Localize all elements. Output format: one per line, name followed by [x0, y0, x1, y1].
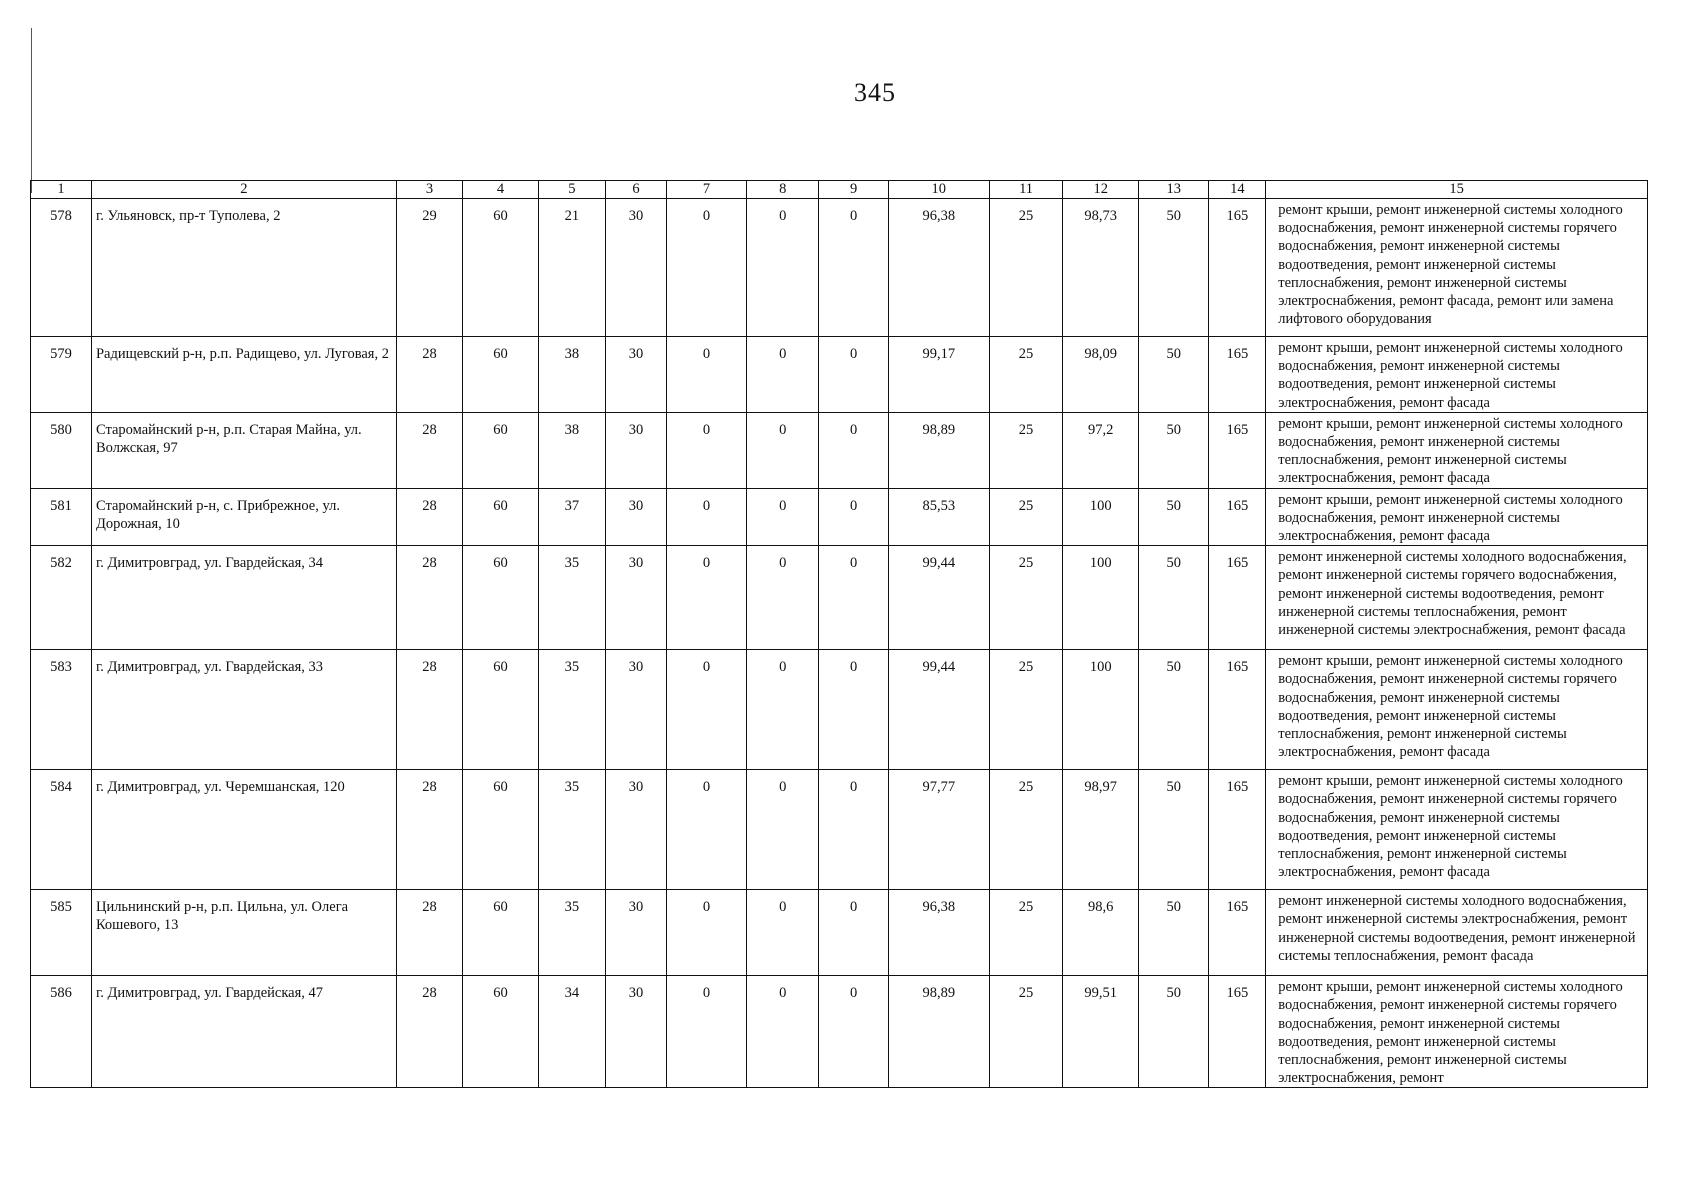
- cell-col-3: 28: [396, 546, 462, 650]
- cell-col-7: 0: [667, 546, 747, 650]
- cell-col-9: 0: [819, 976, 888, 1088]
- cell-col-11: 25: [989, 546, 1063, 650]
- cell-col-10: 99,44: [888, 650, 989, 770]
- cell-col-7: 0: [667, 650, 747, 770]
- cell-col-11: 25: [989, 976, 1063, 1088]
- cell-col-7: 0: [667, 337, 747, 413]
- cell-col-8: 0: [746, 650, 819, 770]
- row-number: 578: [31, 199, 92, 337]
- cell-col-9: 0: [819, 412, 888, 488]
- row-number: 586: [31, 976, 92, 1088]
- cell-col-7: 0: [667, 770, 747, 890]
- works-list-cell: ремонт крыши, ремонт инженерной системы холодного водоснабжения, ремонт инженерной системы горячего водоснабжения, ремонт инженерной системы водоотведения, ремонт инженерной системы теплоснабжения, ремонт инженерной системы электроснабжения, ремонт фасада: [1266, 650, 1648, 770]
- cell-col-8: 0: [746, 199, 819, 337]
- cell-col-13: 50: [1139, 488, 1209, 546]
- cell-col-14: 165: [1209, 546, 1266, 650]
- row-number: 579: [31, 337, 92, 413]
- cell-col-12: 100: [1063, 546, 1139, 650]
- cell-col-3: 28: [396, 770, 462, 890]
- cell-col-8: 0: [746, 412, 819, 488]
- cell-col-5: 21: [538, 199, 605, 337]
- works-list-cell: ремонт инженерной системы холодного водоснабжения, ремонт инженерной системы электроснабжения, ремонт инженерной системы водоотведения, ремонт инженерной системы теплоснабжения, ремонт фасада: [1266, 890, 1648, 976]
- cell-col-7: 0: [667, 890, 747, 976]
- cell-col-3: 28: [396, 488, 462, 546]
- table-row: [31, 770, 1648, 890]
- cell-col-12: 98,09: [1063, 337, 1139, 413]
- cell-col-3: 29: [396, 199, 462, 337]
- row-number: 583: [31, 650, 92, 770]
- table-row: [31, 976, 1648, 1088]
- cell-col-11: 25: [989, 412, 1063, 488]
- address-cell: г. Ульяновск, пр-т Туполева, 2: [91, 199, 396, 337]
- column-header-6: 6: [606, 181, 667, 199]
- table-row: [31, 650, 1648, 770]
- address-cell: Цильнинский р-н, р.п. Цильна, ул. Олега Кошевого, 13: [91, 890, 396, 976]
- works-list-cell: ремонт крыши, ремонт инженерной системы холодного водоснабжения, ремонт инженерной системы горячего водоснабжения, ремонт инженерной системы водоотведения, ремонт инженерной системы теплоснабжения, ремонт инженерной системы электроснабжения, ремонт фасада: [1266, 770, 1648, 890]
- cell-col-3: 28: [396, 337, 462, 413]
- column-header-2: 2: [91, 181, 396, 199]
- margin-rule: [31, 28, 32, 193]
- column-header-5: 5: [538, 181, 605, 199]
- cell-col-14: 165: [1209, 770, 1266, 890]
- cell-col-13: 50: [1139, 337, 1209, 413]
- cell-col-5: 38: [538, 337, 605, 413]
- column-header-8: 8: [746, 181, 819, 199]
- works-list-cell: ремонт крыши, ремонт инженерной системы холодного водоснабжения, ремонт инженерной системы горячего водоснабжения, ремонт инженерной системы водоотведения, ремонт инженерной системы теплоснабжения, ремонт инженерной системы электроснабжения, ремонт: [1266, 976, 1648, 1088]
- cell-col-14: 165: [1209, 199, 1266, 337]
- register-table: [30, 180, 1648, 1088]
- cell-col-14: 165: [1209, 488, 1266, 546]
- cell-col-10: 96,38: [888, 199, 989, 337]
- cell-col-5: 37: [538, 488, 605, 546]
- works-list-cell: ремонт крыши, ремонт инженерной системы холодного водоснабжения, ремонт инженерной системы водоотведения, ремонт инженерной системы электроснабжения, ремонт фасада: [1266, 337, 1648, 413]
- cell-col-12: 98,97: [1063, 770, 1139, 890]
- cell-col-7: 0: [667, 976, 747, 1088]
- cell-col-11: 25: [989, 770, 1063, 890]
- cell-col-6: 30: [606, 199, 667, 337]
- cell-col-14: 165: [1209, 650, 1266, 770]
- cell-col-3: 28: [396, 976, 462, 1088]
- column-header-11: 11: [989, 181, 1063, 199]
- page-number: 345: [854, 78, 896, 107]
- address-cell: г. Димитровград, ул. Гвардейская, 33: [91, 650, 396, 770]
- table-row: [31, 890, 1648, 976]
- cell-col-8: 0: [746, 976, 819, 1088]
- cell-col-4: 60: [463, 412, 539, 488]
- cell-col-11: 25: [989, 337, 1063, 413]
- cell-col-12: 99,51: [1063, 976, 1139, 1088]
- column-header-4: 4: [463, 181, 539, 199]
- cell-col-3: 28: [396, 412, 462, 488]
- table-row: [31, 412, 1648, 488]
- cell-col-12: 97,2: [1063, 412, 1139, 488]
- cell-col-14: 165: [1209, 976, 1266, 1088]
- cell-col-4: 60: [463, 770, 539, 890]
- cell-col-9: 0: [819, 546, 888, 650]
- cell-col-4: 60: [463, 546, 539, 650]
- cell-col-10: 99,44: [888, 546, 989, 650]
- cell-col-8: 0: [746, 337, 819, 413]
- cell-col-4: 60: [463, 890, 539, 976]
- cell-col-7: 0: [667, 412, 747, 488]
- cell-col-10: 85,53: [888, 488, 989, 546]
- cell-col-5: 35: [538, 890, 605, 976]
- cell-col-4: 60: [463, 650, 539, 770]
- cell-col-5: 35: [538, 770, 605, 890]
- works-list-cell: ремонт крыши, ремонт инженерной системы холодного водоснабжения, ремонт инженерной системы горячего водоснабжения, ремонт инженерной системы водоотведения, ремонт инженерной системы теплоснабжения, ремонт инженерной системы электроснабжения, ремонт фасада, ремонт или замена лифтового оборудования: [1266, 199, 1648, 337]
- works-list-cell: ремонт крыши, ремонт инженерной системы холодного водоснабжения, ремонт инженерной системы теплоснабжения, ремонт инженерной системы электроснабжения, ремонт фасада: [1266, 412, 1648, 488]
- row-number: 584: [31, 770, 92, 890]
- cell-col-12: 100: [1063, 488, 1139, 546]
- address-cell: г. Димитровград, ул. Черемшанская, 120: [91, 770, 396, 890]
- works-list-cell: ремонт инженерной системы холодного водоснабжения, ремонт инженерной системы горячего водоснабжения, ремонт инженерной системы водоотведения, ремонт инженерной системы теплоснабжения, ремонт инженерной системы электроснабжения, ремонт фасада: [1266, 546, 1648, 650]
- cell-col-12: 98,6: [1063, 890, 1139, 976]
- cell-col-13: 50: [1139, 890, 1209, 976]
- cell-col-13: 50: [1139, 199, 1209, 337]
- cell-col-9: 0: [819, 488, 888, 546]
- cell-col-6: 30: [606, 650, 667, 770]
- cell-col-8: 0: [746, 890, 819, 976]
- cell-col-9: 0: [819, 650, 888, 770]
- cell-col-10: 96,38: [888, 890, 989, 976]
- cell-col-11: 25: [989, 890, 1063, 976]
- cell-col-13: 50: [1139, 770, 1209, 890]
- cell-col-11: 25: [989, 488, 1063, 546]
- table-row: [31, 488, 1648, 546]
- cell-col-7: 0: [667, 199, 747, 337]
- table-row: [31, 199, 1648, 337]
- cell-col-4: 60: [463, 199, 539, 337]
- table-row: [31, 546, 1648, 650]
- column-header-15: 15: [1266, 181, 1648, 199]
- cell-col-11: 25: [989, 199, 1063, 337]
- cell-col-4: 60: [463, 488, 539, 546]
- column-header-10: 10: [888, 181, 989, 199]
- row-number: 581: [31, 488, 92, 546]
- cell-col-10: 99,17: [888, 337, 989, 413]
- column-header-14: 14: [1209, 181, 1266, 199]
- cell-col-5: 34: [538, 976, 605, 1088]
- address-cell: Старомайнский р-н, с. Прибрежное, ул. Дорожная, 10: [91, 488, 396, 546]
- cell-col-4: 60: [463, 976, 539, 1088]
- cell-col-13: 50: [1139, 412, 1209, 488]
- cell-col-6: 30: [606, 412, 667, 488]
- cell-col-13: 50: [1139, 650, 1209, 770]
- cell-col-14: 165: [1209, 890, 1266, 976]
- column-header-3: 3: [396, 181, 462, 199]
- works-list-cell: ремонт крыши, ремонт инженерной системы холодного водоснабжения, ремонт инженерной системы электроснабжения, ремонт фасада: [1266, 488, 1648, 546]
- column-header-7: 7: [667, 181, 747, 199]
- cell-col-14: 165: [1209, 412, 1266, 488]
- cell-col-10: 98,89: [888, 976, 989, 1088]
- row-number: 585: [31, 890, 92, 976]
- cell-col-8: 0: [746, 770, 819, 890]
- cell-col-12: 98,73: [1063, 199, 1139, 337]
- cell-col-7: 0: [667, 488, 747, 546]
- table-body: [31, 199, 1648, 1088]
- cell-col-12: 100: [1063, 650, 1139, 770]
- column-header-1: 1: [31, 181, 92, 199]
- cell-col-10: 97,77: [888, 770, 989, 890]
- cell-col-13: 50: [1139, 976, 1209, 1088]
- row-number: 582: [31, 546, 92, 650]
- cell-col-6: 30: [606, 337, 667, 413]
- cell-col-6: 30: [606, 770, 667, 890]
- cell-col-9: 0: [819, 770, 888, 890]
- cell-col-14: 165: [1209, 337, 1266, 413]
- cell-col-10: 98,89: [888, 412, 989, 488]
- header-row: [31, 181, 1648, 199]
- column-header-12: 12: [1063, 181, 1139, 199]
- cell-col-5: 38: [538, 412, 605, 488]
- cell-col-5: 35: [538, 650, 605, 770]
- address-cell: г. Димитровград, ул. Гвардейская, 47: [91, 976, 396, 1088]
- address-cell: Радищевский р-н, р.п. Радищево, ул. Луговая, 2: [91, 337, 396, 413]
- cell-col-9: 0: [819, 337, 888, 413]
- cell-col-9: 0: [819, 199, 888, 337]
- address-cell: Старомайнский р-н, р.п. Старая Майна, ул. Волжская, 97: [91, 412, 396, 488]
- cell-col-3: 28: [396, 890, 462, 976]
- cell-col-11: 25: [989, 650, 1063, 770]
- cell-col-6: 30: [606, 976, 667, 1088]
- cell-col-3: 28: [396, 650, 462, 770]
- cell-col-6: 30: [606, 488, 667, 546]
- cell-col-8: 0: [746, 546, 819, 650]
- cell-col-4: 60: [463, 337, 539, 413]
- cell-col-6: 30: [606, 890, 667, 976]
- cell-col-8: 0: [746, 488, 819, 546]
- cell-col-13: 50: [1139, 546, 1209, 650]
- cell-col-9: 0: [819, 890, 888, 976]
- cell-col-5: 35: [538, 546, 605, 650]
- cell-col-6: 30: [606, 546, 667, 650]
- address-cell: г. Димитровград, ул. Гвардейская, 34: [91, 546, 396, 650]
- column-header-9: 9: [819, 181, 888, 199]
- table-row: [31, 337, 1648, 413]
- row-number: 580: [31, 412, 92, 488]
- column-header-13: 13: [1139, 181, 1209, 199]
